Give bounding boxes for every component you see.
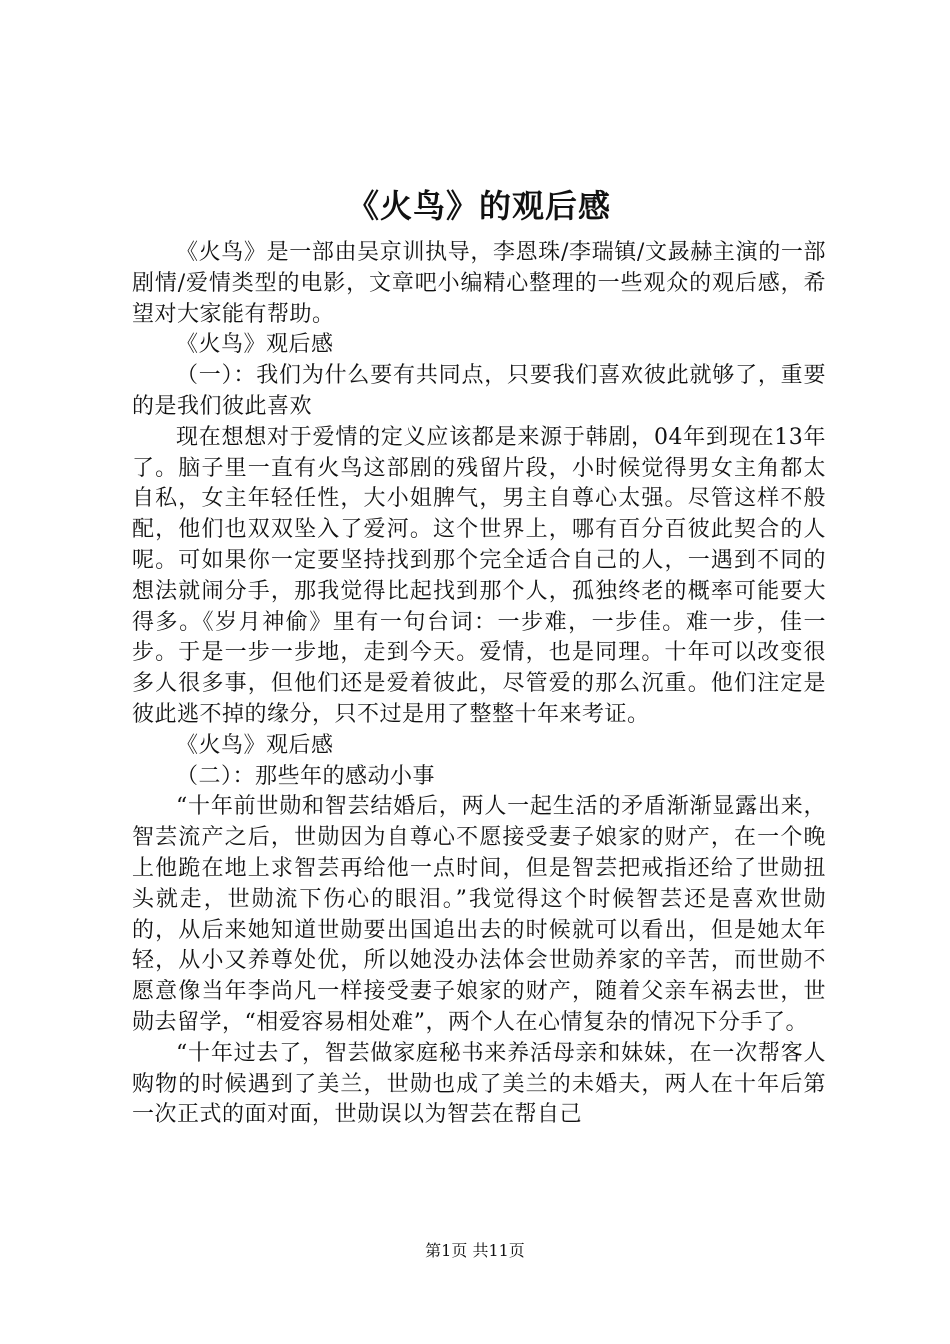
subheading-1: （一）：我们为什么要有共同点，只要我们喜欢彼此就够了，重要的是我们彼此喜欢: [132, 363, 826, 419]
body-paragraph-3: “十年过去了，智芸做家庭秘书来养活母亲和妹妹，在一次帮客人购物的时候遇到了美兰，世勋也成了美兰的未婚夫，两人在十年后第一次正式的面对面，世勋误以为智芸在帮自己: [132, 1040, 826, 1128]
section-heading-2: 《火鸟》观后感: [176, 732, 334, 758]
intro-paragraph: 《火鸟》是一部由吴京训执导，李恩珠/李瑞镇/文晸赫主演的一部剧情/爱情类型的电影，文章吧小编精心整理的一些观众的观后感，希望对大家能有帮助。: [132, 240, 826, 327]
body-paragraph-2: “十年前世勋和智芸结婚后，两人一起生活的矛盾渐渐显露出来，智芸流产之后，世勋因为自尊心不愿接受妻子娘家的财产，在一个晚上他跪在地上求智芸再给他一点时间，但是智芸把戒指还给了世勋扭头就走，世勋流下伤心的眼泪。”我觉得这个时候智芸还是喜欢世勋的，从后来她知道世勋要出国追出去的时候就可以看出，但是她太年轻，从小又养尊处优，所以她没办法体会世勋养家的辛苦，而世勋不愿意像当年李尚凡一样接受妻子娘家的财产，随着父亲车祸去世，世勋去留学，“相爱容易相处难”，两个人在心情复杂的情况下分手了。: [132, 794, 826, 1035]
document-body: [132, 184, 826, 1131]
body-paragraph-1: 现在想想对于爱情的定义应该都是来源于韩剧，04年到现在13年了。脑子里一直有火鸟这部剧的残留片段，小时候觉得男女主角都太自私，女主年轻任性，大小姐脾气，男主自尊心太强。尽管这样不般配，他们也双双坠入了爱河。这个世界上，哪有百分百彼此契合的人呢。可如果你一定要坚持找到那个完全适合自己的人，一遇到不同的想法就闹分手，那我觉得比起找到那个人，孤独终老的概率可能要大得多。《岁月神偷》里有一句台词：一步难，一步佳。难一步，佳一步。于是一步一步地，走到今天。爱情，也是同理。十年可以改变很多人很多事，但他们还是爱着彼此，尽管爱的那么沉重。他们注定是彼此逃不掉的缘分，只不过是用了整整十年来考证。: [132, 424, 826, 727]
subheading-2: （二）：那些年的感动小事: [176, 763, 436, 789]
document-title: 《火鸟》的观后感: [346, 187, 611, 225]
section-heading-1: 《火鸟》观后感: [176, 332, 334, 358]
page-number-footer: 第1页 共11页: [425, 1241, 525, 1260]
